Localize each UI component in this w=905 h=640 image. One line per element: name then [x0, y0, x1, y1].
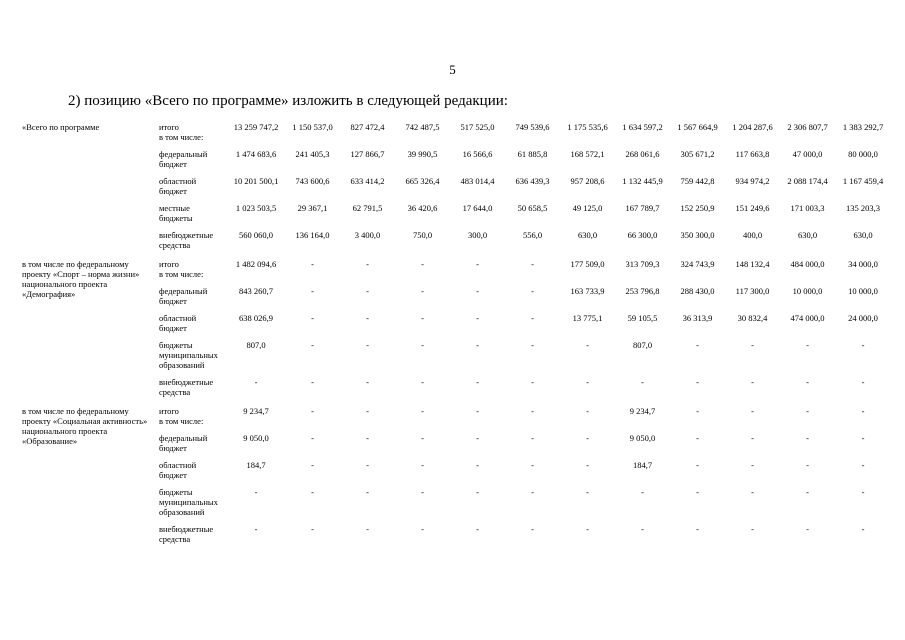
amount-cell: 630,0: [577, 230, 598, 240]
amount-cell: 13 775,1: [572, 313, 603, 323]
funding-category: внебюджетные средства: [159, 524, 214, 544]
amount-cell: -: [751, 406, 754, 416]
amount-cell: -: [254, 377, 258, 387]
amount-cell: 665 326,4: [405, 176, 440, 186]
amount-cell: 1 150 537,0: [292, 122, 333, 132]
amount-cell: -: [476, 286, 479, 296]
amount-cell: -: [531, 286, 534, 296]
amount-cell: 167 789,7: [625, 203, 660, 213]
funding-category: бюджеты муниципальных образований: [159, 340, 218, 370]
amount-cell: -: [806, 433, 809, 443]
amount-cell: -: [366, 460, 369, 470]
amount-cell: 1 175 535,6: [567, 122, 608, 132]
amount-cell: -: [311, 487, 314, 497]
amount-cell: -: [476, 340, 479, 350]
amount-cell: -: [366, 286, 369, 296]
amount-cell: 10 000,0: [848, 286, 878, 296]
amount-cell: -: [751, 487, 754, 497]
amount-cell: 171 003,3: [790, 203, 825, 213]
amount-cell: -: [421, 286, 424, 296]
amount-cell: -: [366, 377, 369, 387]
amount-cell: 759 442,8: [680, 176, 715, 186]
amount-cell: -: [254, 487, 258, 497]
amount-cell: 24 000,0: [848, 313, 878, 323]
amount-cell: -: [861, 433, 865, 443]
amount-cell: -: [861, 406, 865, 416]
amount-cell: -: [531, 406, 534, 416]
amount-cell: 749 539,6: [515, 122, 550, 132]
amount-cell: 17 644,0: [462, 203, 493, 213]
amount-cell: 184,7: [632, 460, 653, 470]
amount-cell: -: [696, 406, 699, 416]
amount-cell: 957 208,6: [570, 176, 605, 186]
amount-cell: -: [421, 487, 424, 497]
amount-cell: -: [476, 259, 479, 269]
funding-category: федеральный бюджет: [159, 433, 208, 453]
amount-cell: 59 105,5: [627, 313, 658, 323]
amount-cell: -: [421, 313, 424, 323]
amount-cell: -: [421, 377, 424, 387]
funding-category: итого в том числе:: [159, 406, 204, 426]
amount-cell: -: [806, 406, 809, 416]
amount-cell: -: [861, 487, 865, 497]
amount-cell: 163 733,9: [570, 286, 605, 296]
amount-cell: 288 430,0: [680, 286, 715, 296]
amount-cell: 1 023 503,5: [235, 203, 277, 213]
budget-table: [22, 122, 891, 553]
amount-cell: 1 132 445,9: [622, 176, 663, 186]
amount-cell: -: [696, 524, 699, 534]
amount-cell: 1 474 683,6: [235, 149, 277, 159]
amount-cell: 47 000,0: [792, 149, 823, 159]
amount-cell: -: [806, 460, 809, 470]
amount-cell: -: [311, 433, 314, 443]
funding-category: внебюджетные средства: [159, 230, 214, 250]
amount-cell: 807,0: [632, 340, 653, 350]
amount-cell: 9 050,0: [243, 433, 269, 443]
amount-cell: -: [586, 406, 589, 416]
amount-cell: -: [531, 340, 534, 350]
amount-cell: -: [311, 286, 314, 296]
amount-cell: -: [861, 460, 865, 470]
page-number: 5: [449, 62, 456, 77]
amount-cell: 1 383 292,7: [842, 122, 884, 132]
amount-cell: -: [421, 340, 424, 350]
amount-cell: -: [476, 524, 479, 534]
amount-cell: 30 832,4: [737, 313, 768, 323]
amount-cell: 135 203,3: [846, 203, 880, 213]
amount-cell: -: [531, 259, 534, 269]
amount-cell: -: [696, 433, 699, 443]
amount-cell: 807,0: [246, 340, 266, 350]
amount-cell: 62 791,5: [352, 203, 383, 213]
amount-cell: 253 796,8: [625, 286, 660, 296]
amount-cell: 36 313,9: [682, 313, 713, 323]
amount-cell: 633 414,2: [350, 176, 385, 186]
amount-cell: -: [641, 487, 644, 497]
amount-cell: -: [421, 524, 424, 534]
amount-cell: -: [311, 406, 314, 416]
funding-category: федеральный бюджет: [159, 286, 208, 306]
amount-cell: -: [531, 487, 534, 497]
amount-cell: -: [366, 313, 369, 323]
amount-cell: -: [751, 433, 754, 443]
amount-cell: 827 472,4: [350, 122, 385, 132]
amount-cell: -: [586, 433, 589, 443]
amount-cell: -: [311, 524, 314, 534]
project-label: «Всего по программе: [22, 122, 100, 132]
funding-category: областной бюджет: [159, 460, 197, 480]
amount-cell: -: [476, 487, 479, 497]
amount-cell: 1 567 664,9: [677, 122, 718, 132]
amount-cell: 9 050,0: [629, 433, 656, 443]
amount-cell: -: [751, 377, 754, 387]
amount-cell: 630,0: [797, 230, 818, 240]
amount-cell: 743 600,6: [295, 176, 330, 186]
amount-cell: 16 566,6: [462, 149, 493, 159]
amount-cell: 151 249,6: [735, 203, 770, 213]
amount-cell: -: [366, 259, 369, 269]
amount-cell: 36 420,6: [407, 203, 438, 213]
amount-cell: -: [311, 340, 314, 350]
amount-cell: -: [531, 524, 534, 534]
amount-cell: 750,0: [412, 230, 433, 240]
amount-cell: -: [806, 377, 809, 387]
amount-cell: -: [751, 460, 754, 470]
amount-cell: 3 400,0: [354, 230, 381, 240]
funding-category: итого в том числе:: [159, 122, 204, 142]
amount-cell: 305 671,2: [680, 149, 715, 159]
amount-cell: 474 000,0: [790, 313, 825, 323]
amount-cell: 50 658,5: [517, 203, 548, 213]
amount-cell: -: [696, 460, 699, 470]
amount-cell: 2 088 174,4: [787, 176, 828, 186]
amount-cell: 13 259 747,2: [233, 122, 279, 132]
amount-cell: 39 990,5: [407, 149, 438, 159]
amount-cell: -: [421, 406, 424, 416]
funding-category: областной бюджет: [159, 176, 197, 196]
funding-category: итого в том числе:: [159, 259, 204, 279]
amount-cell: 843 260,7: [239, 286, 273, 296]
funding-category: внебюджетные средства: [159, 377, 214, 397]
amount-cell: 177 509,0: [570, 259, 605, 269]
amount-cell: -: [806, 487, 809, 497]
funding-category: местные бюджеты: [159, 203, 193, 223]
amount-cell: 152 250,9: [680, 203, 715, 213]
table-row: [22, 122, 891, 149]
amount-cell: -: [476, 313, 479, 323]
amount-cell: 350 300,0: [680, 230, 715, 240]
amount-cell: 483 014,4: [460, 176, 495, 186]
amount-cell: 313 709,3: [625, 259, 660, 269]
project-label: в том числе по федеральному проекту «Социальная активность» национального проекта «Образование»: [22, 406, 148, 446]
amount-cell: 10 201 500,1: [233, 176, 279, 186]
amount-cell: 742 487,5: [405, 122, 440, 132]
amount-cell: -: [751, 524, 754, 534]
amount-cell: -: [476, 433, 479, 443]
amount-cell: 268 061,6: [625, 149, 660, 159]
amount-cell: -: [311, 460, 314, 470]
amount-cell: 300,0: [467, 230, 488, 240]
amount-cell: 168 572,1: [570, 149, 605, 159]
amount-cell: 117 663,8: [735, 149, 770, 159]
amount-cell: 9 234,7: [243, 406, 269, 416]
amount-cell: 61 885,8: [517, 149, 548, 159]
amount-cell: 1 482 094,6: [235, 259, 277, 269]
amount-cell: -: [254, 524, 258, 534]
amount-cell: -: [311, 259, 314, 269]
amount-cell: 66 300,0: [627, 230, 658, 240]
amount-cell: -: [366, 487, 369, 497]
amount-cell: -: [586, 340, 589, 350]
amount-cell: -: [861, 377, 865, 387]
amount-cell: -: [311, 377, 314, 387]
amount-cell: 400,0: [742, 230, 763, 240]
amount-cell: -: [476, 406, 479, 416]
section-heading: 2) позицию «Всего по программе» изложить в следующей редакции:: [68, 93, 508, 109]
funding-category: федеральный бюджет: [159, 149, 208, 169]
amount-cell: 556,0: [522, 230, 543, 240]
amount-cell: 517 525,0: [460, 122, 495, 132]
amount-cell: -: [421, 460, 424, 470]
amount-cell: 184,7: [246, 460, 266, 470]
amount-cell: 10 000,0: [792, 286, 823, 296]
amount-cell: 934 974,2: [735, 176, 770, 186]
amount-cell: -: [641, 377, 644, 387]
funding-category: областной бюджет: [159, 313, 197, 333]
amount-cell: 34 000,0: [848, 259, 878, 269]
amount-cell: -: [586, 487, 589, 497]
amount-cell: 2 306 807,7: [787, 122, 828, 132]
amount-cell: -: [421, 259, 424, 269]
amount-cell: 324 743,9: [680, 259, 715, 269]
amount-cell: -: [476, 377, 479, 387]
amount-cell: 636 439,3: [515, 176, 550, 186]
amount-cell: -: [421, 433, 424, 443]
table-row: [22, 259, 891, 286]
amount-cell: -: [311, 313, 314, 323]
amount-cell: -: [696, 377, 699, 387]
amount-cell: -: [531, 377, 534, 387]
amount-cell: -: [806, 524, 809, 534]
amount-cell: 560 060,0: [239, 230, 273, 240]
amount-cell: 148 132,4: [735, 259, 770, 269]
amount-cell: 136 164,0: [295, 230, 330, 240]
amount-cell: -: [531, 460, 534, 470]
amount-cell: 49 125,0: [572, 203, 603, 213]
amount-cell: -: [696, 340, 699, 350]
amount-cell: -: [586, 460, 589, 470]
amount-cell: -: [751, 340, 754, 350]
amount-cell: -: [476, 460, 479, 470]
amount-cell: 117 300,0: [735, 286, 770, 296]
amount-cell: -: [366, 406, 369, 416]
amount-cell: 484 000,0: [790, 259, 825, 269]
amount-cell: -: [586, 524, 589, 534]
amount-cell: -: [806, 340, 809, 350]
amount-cell: 9 234,7: [629, 406, 656, 416]
amount-cell: -: [531, 433, 534, 443]
amount-cell: -: [861, 340, 865, 350]
amount-cell: -: [366, 340, 369, 350]
amount-cell: 241 405,3: [295, 149, 330, 159]
amount-cell: 630,0: [853, 230, 873, 240]
table-row: [22, 406, 891, 433]
amount-cell: -: [531, 313, 534, 323]
amount-cell: -: [696, 487, 699, 497]
amount-cell: 29 367,1: [297, 203, 328, 213]
amount-cell: 1 167 459,4: [842, 176, 884, 186]
amount-cell: 638 026,9: [239, 313, 273, 323]
funding-category: бюджеты муниципальных образований: [159, 487, 218, 517]
amount-cell: 1 634 597,2: [622, 122, 663, 132]
amount-cell: -: [861, 524, 865, 534]
project-label: в том числе по федеральному проекту «Спорт – норма жизни» национального проекта «Демография»: [22, 259, 140, 299]
amount-cell: 127 866,7: [350, 149, 385, 159]
amount-cell: 1 204 287,6: [732, 122, 773, 132]
amount-cell: -: [586, 377, 589, 387]
amount-cell: -: [641, 524, 644, 534]
amount-cell: -: [366, 433, 369, 443]
amount-cell: -: [366, 524, 369, 534]
amount-cell: 80 000,0: [848, 149, 878, 159]
